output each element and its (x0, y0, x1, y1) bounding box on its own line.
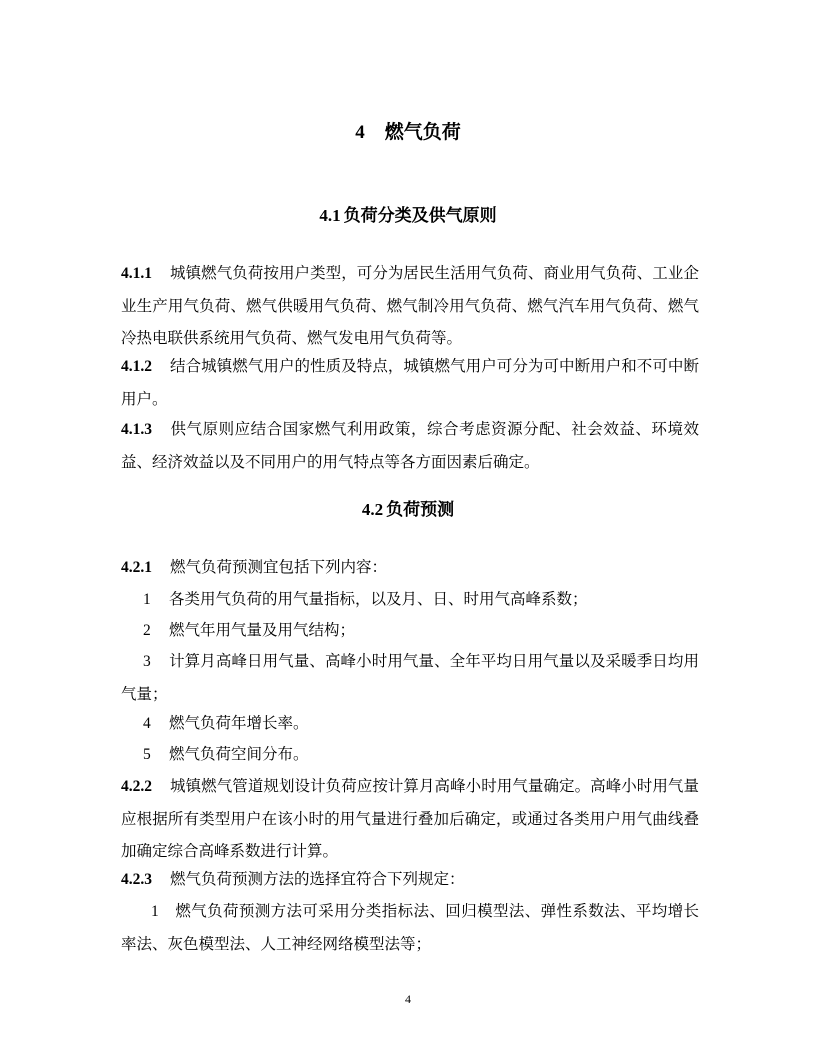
clause-number: 4.2.3 (121, 871, 152, 888)
clause-text: 城镇燃气负荷按用户类型，可分为居民生活用气负荷、商业用气负荷、工业企业生产用气负荷、燃气供暖用气负荷、燃气制冷用气负荷、燃气汽车用气负荷、燃气冷热电联供系统用气负荷、燃气发电用气负荷等。 (121, 264, 699, 347)
clause-4-2-3 (121, 863, 699, 896)
clause-4-1-3 (121, 413, 699, 478)
list-item-text: 燃气负荷预测方法可采用分类指标法、回归模型法、弹性系数法、平均增长率法、灰色模型法、人工神经网络模型法等； (121, 902, 699, 953)
section-heading-4-1 (0, 203, 816, 229)
list-item-text: 燃气负荷空间分布。 (169, 745, 309, 763)
list-item-number: 5 (143, 746, 151, 763)
list-item (121, 645, 699, 710)
clause-number: 4.1.2 (121, 358, 152, 375)
chapter-heading (0, 118, 816, 147)
clause-number: 4.1.3 (121, 421, 152, 438)
clause-text: 城镇燃气管道规划设计负荷应按计算月高峰小时用气量确定。高峰小时用气量应根据所有类型用户在该小时的用气量进行叠加后确定，或通过各类用户用气曲线叠加确定综合高峰系数进行计算。 (121, 777, 699, 860)
chapter-number: 4 (355, 122, 365, 143)
list-item-number: 2 (143, 622, 151, 639)
clause-text: 燃气负荷预测宜包括下列内容： (170, 558, 388, 576)
list-item (121, 614, 699, 647)
list-item (121, 583, 699, 616)
list-item-number: 1 (151, 903, 159, 920)
list-item-number: 1 (143, 591, 151, 608)
clause-4-1-2 (121, 350, 699, 415)
list-item-number: 3 (143, 653, 151, 670)
section-number: 4.1 (319, 206, 341, 225)
clause-number: 4.1.1 (121, 265, 152, 282)
clause-number: 4.2.1 (121, 559, 152, 576)
clause-number: 4.2.2 (121, 778, 152, 795)
clause-4-1-1 (121, 257, 699, 354)
list-item-text: 计算月高峰日用气量、高峰小时用气量、全年平均日用气量以及采暖季日均用气量； (121, 652, 699, 703)
clause-4-2-1 (121, 551, 699, 584)
list-item-number: 4 (143, 715, 151, 732)
clause-4-2-2 (121, 770, 699, 867)
list-item-text: 燃气年用气量及用气结构； (169, 621, 356, 639)
list-item-text: 燃气负荷年增长率。 (169, 714, 309, 732)
clause-text: 结合城镇燃气用户的性质及特点，城镇燃气用户可分为可中断用户和不可中断用户。 (121, 357, 699, 408)
list-item (121, 738, 699, 771)
list-item (121, 707, 699, 740)
section-heading-4-2 (0, 497, 816, 523)
section-number: 4.2 (361, 500, 384, 519)
clause-text: 供气原则应结合国家燃气利用政策，综合考虑资源分配、社会效益、环境效益、经济效益以及不同用户的用气特点等各方面因素后确定。 (121, 420, 699, 471)
section-title: 负荷分类及供气原则 (343, 206, 497, 226)
chapter-title: 燃气负荷 (384, 121, 461, 143)
clause-text: 燃气负荷预测方法的选择宜符合下列规定： (170, 870, 465, 888)
list-item-text: 各类用气负荷的用气量指标，以及月、日、时用气高峰系数； (169, 590, 588, 608)
section-title: 负荷预测 (386, 500, 455, 520)
page-number: 4 (405, 992, 411, 1006)
list-item (121, 895, 699, 960)
